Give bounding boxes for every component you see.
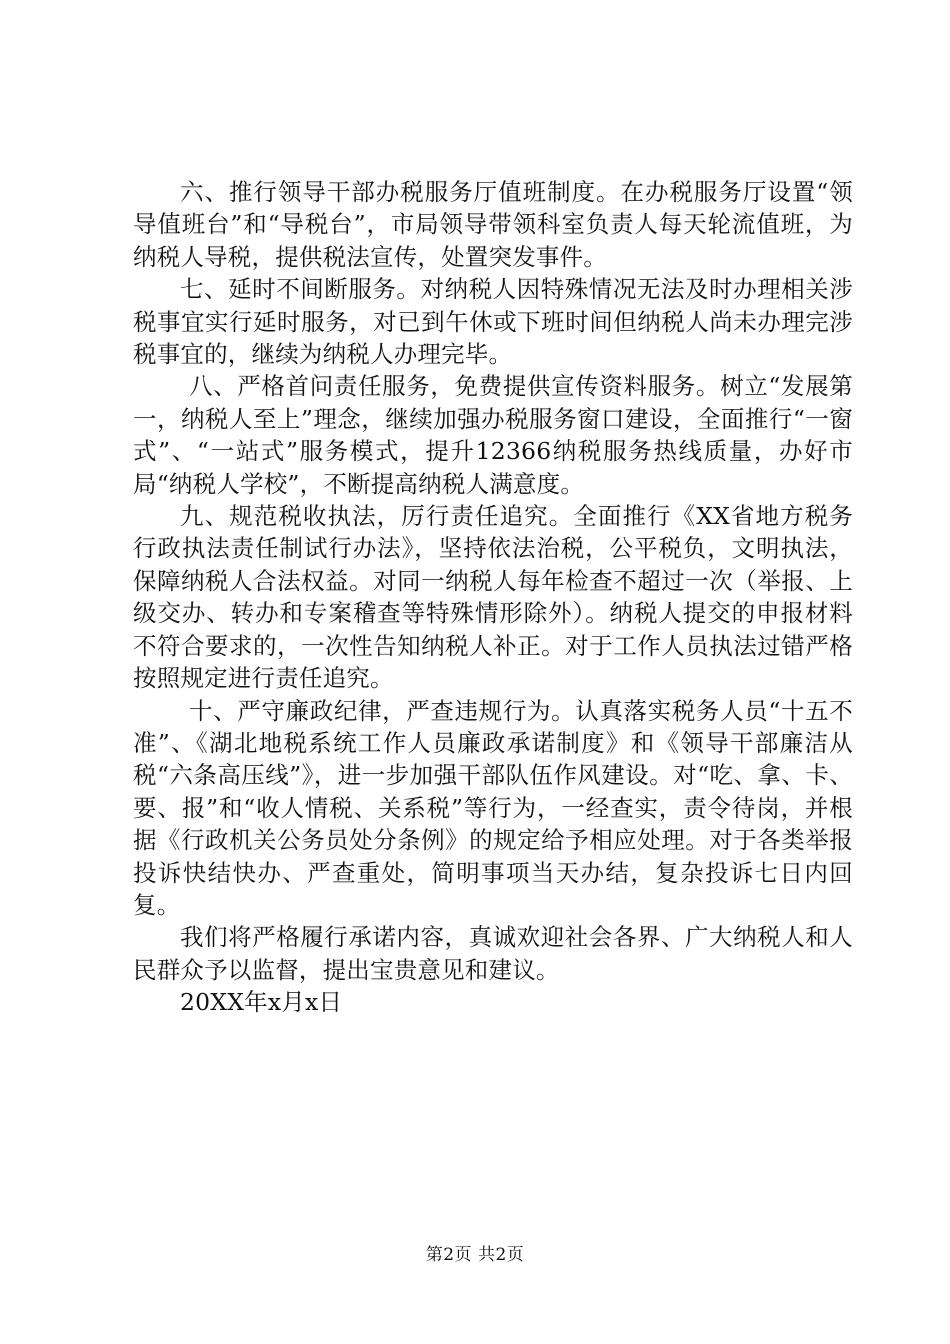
page-number-footer: 第2页 共2页 (425, 1245, 525, 1265)
closing-paragraph: 我们将严格履行承诺内容，真诚欢迎社会各界、广大纳税人和人民群众予以监督，提出宝贵意见和建议。 (133, 923, 853, 984)
paragraph-item-7: 七、延时不间断服务。对纳税人因特殊情况无法及时办理相关涉税事宜实行延时服务，对已到午休或下班时间但纳税人尚未办理完涉税事宜的，继续为纳税人办理完毕。 (133, 275, 853, 369)
paragraph-item-8: 八、严格首问责任服务，免费提供宣传资料服务。树立“发展第一，纳税人至上”理念，继续加强办税服务窗口建设，全面推行“一窗式”、“一站式”服务模式，提升12366纳税服务热线质量，办好市局“纳税人学校”，不断提高纳税人满意度。 (133, 372, 853, 498)
document-body (133, 176, 853, 1019)
document-date: 20XX年x月x日 (180, 988, 343, 1017)
paragraph-item-10: 十、严守廉政纪律，严查违规行为。认真落实税务人员“十五不准”、《湖北地税系统工作人员廉政承诺制度》和《领导干部廉洁从税“六条高压线”》，进一步加强干部队伍作风建设。对“吃、拿、卡、要、报”和“收人情税、关系税”等行为，一经查实，责令待岗，并根据《行政机关公务员处分条例》的规定给予相应处理。对于各类举报投诉快结快办、严查重处，简明事项当天办结，复杂投诉七日内回复。 (133, 696, 853, 919)
paragraph-item-9: 九、规范税收执法，厉行责任追究。全面推行《XX省地方税务行政执法责任制试行办法》，坚持依法治税，公平税负，文明执法，保障纳税人合法权益。对同一纳税人每年检查不超过一次（举报、上级交办、转办和专案稽查等特殊情形除外）。纳税人提交的申报材料不符合要求的，一次性告知纳税人补正。对于工作人员执法过错严格按照规定进行责任追究。 (133, 502, 853, 693)
paragraph-item-6: 六、推行领导干部办税服务厅值班制度。在办税服务厅设置“领导值班台”和“导税台”，市局领导带领科室负责人每天轮流值班，为纳税人导税，提供税法宣传，处置突发事件。 (133, 178, 853, 271)
